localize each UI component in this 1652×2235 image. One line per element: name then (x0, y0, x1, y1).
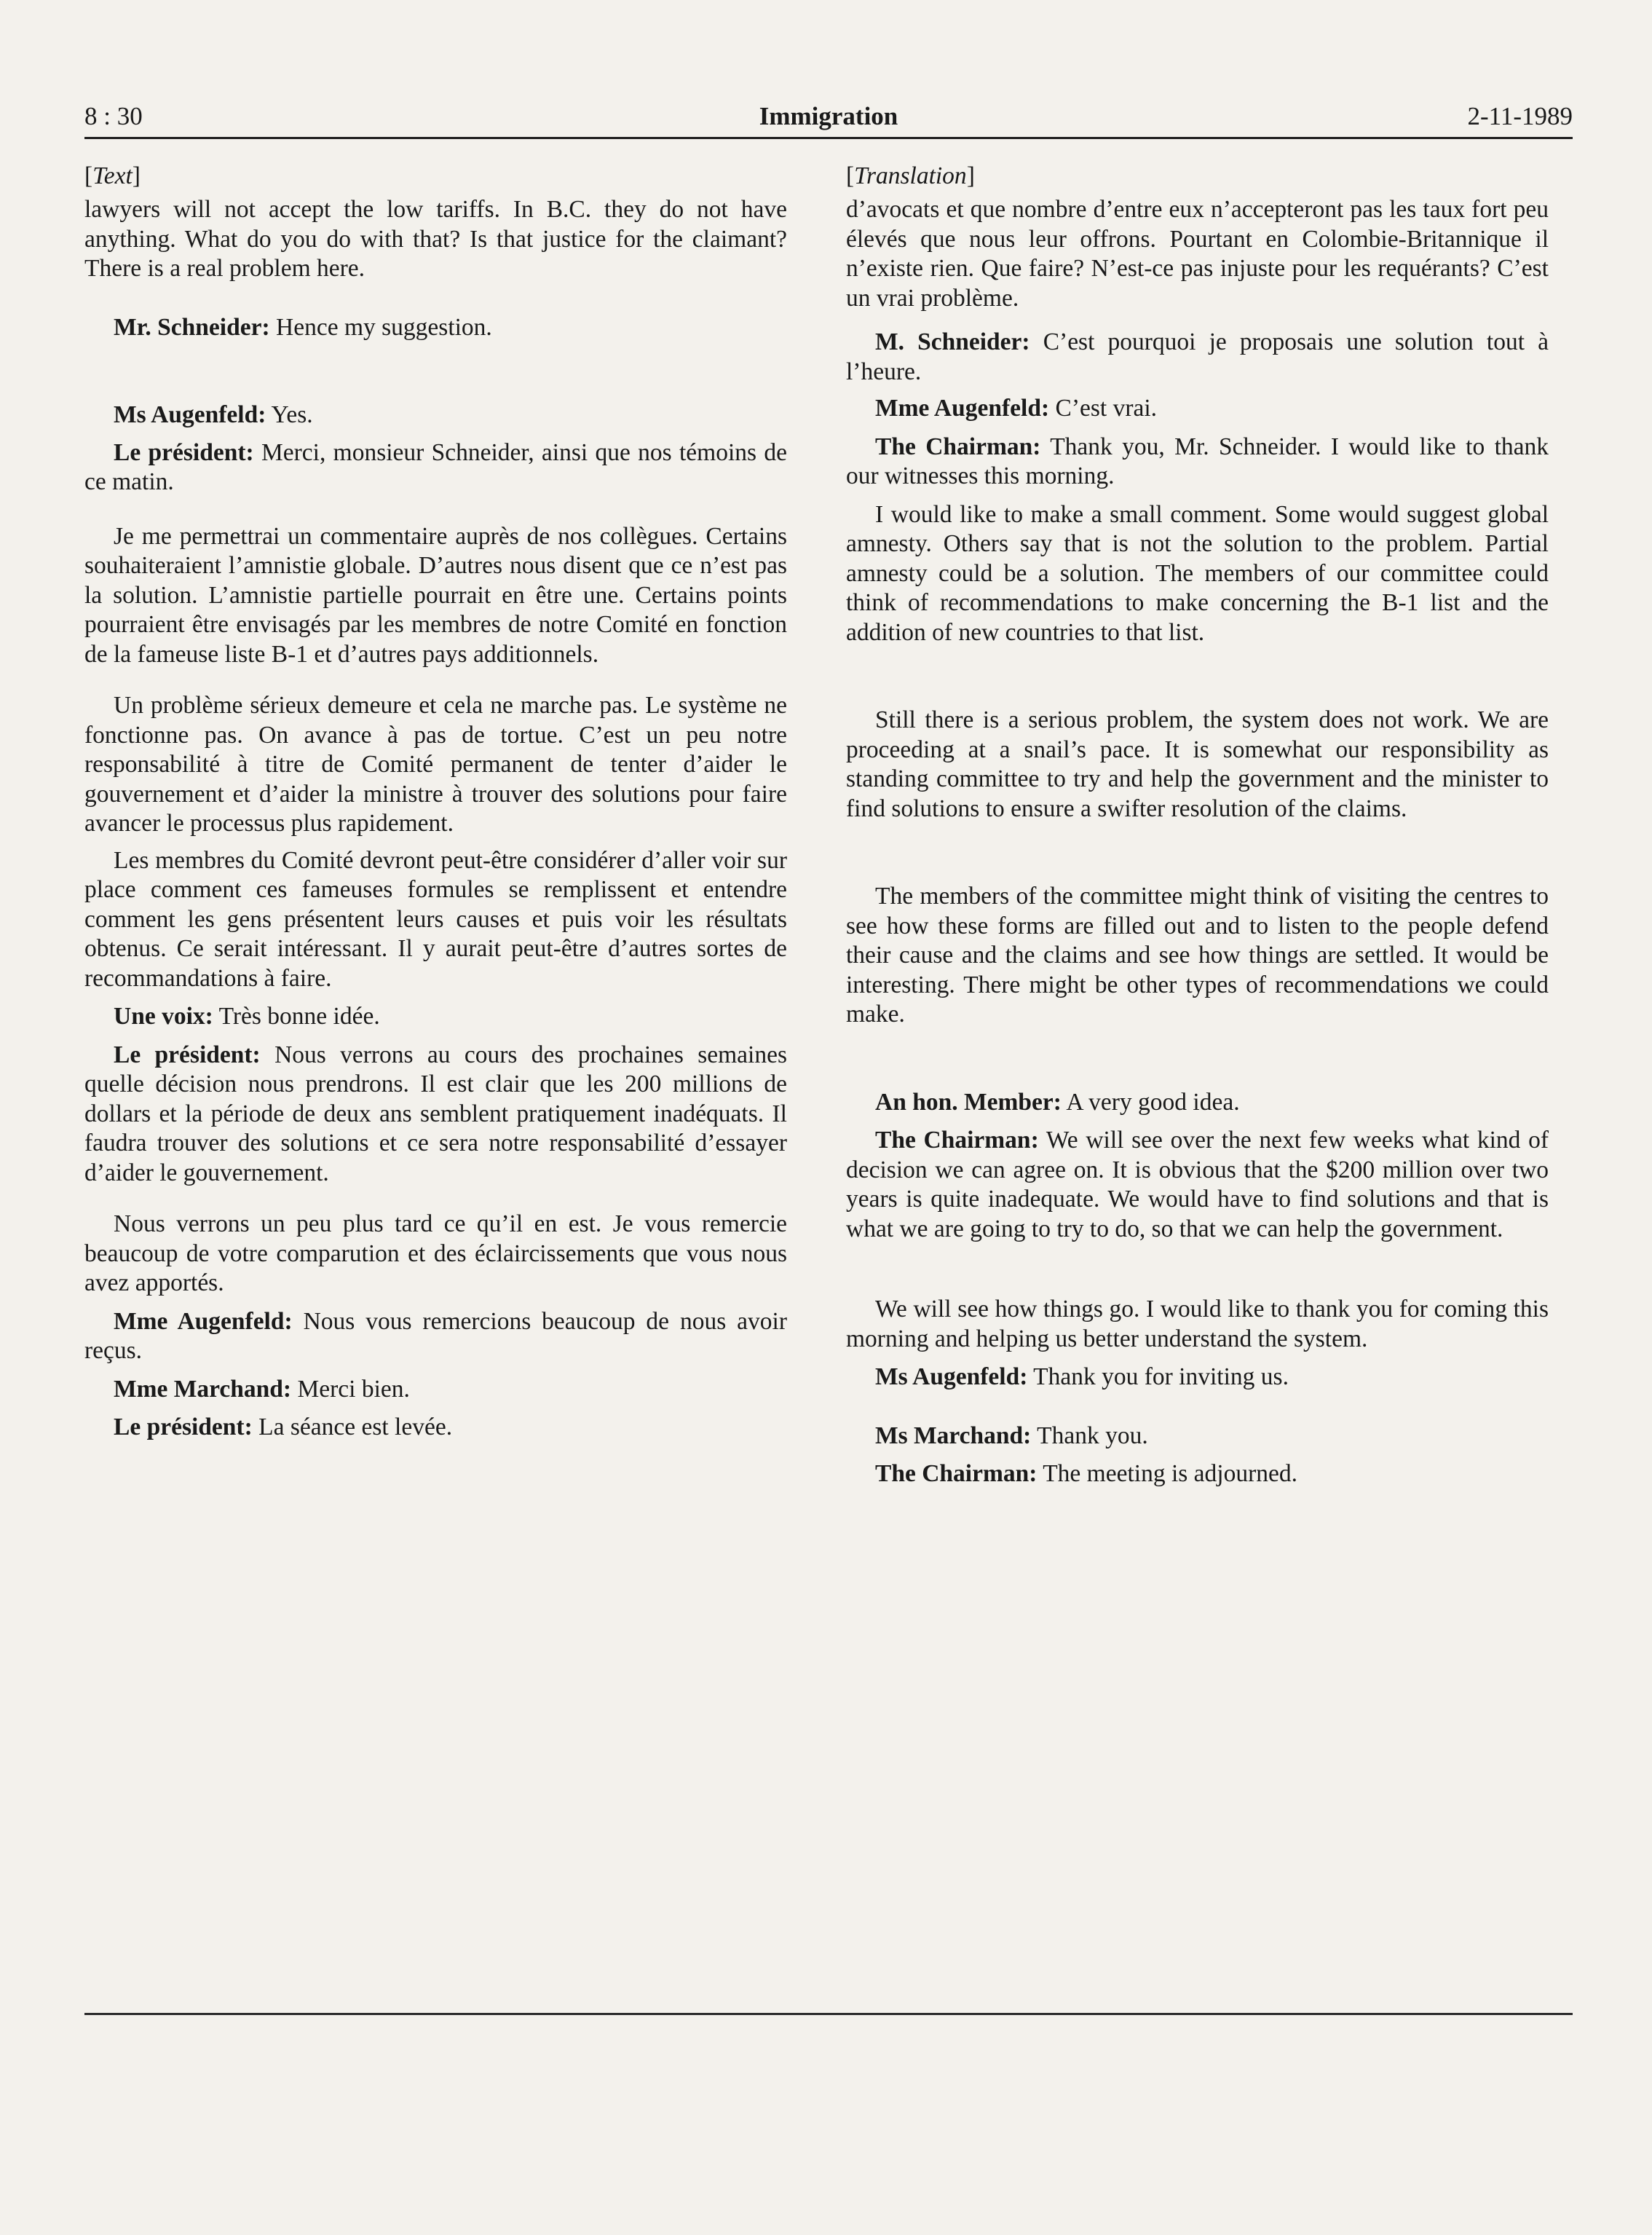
speaker-name: Mme Augenfeld: (875, 395, 1050, 422)
paragraph: Le président: Merci, monsieur Schneider, ainsi que nos témoins de ce matin. (84, 438, 787, 495)
speaker-name: M. Schneider: (875, 328, 1030, 355)
paragraph: The members of the committee might think of visiting the centres to see how these forms are filled out and to listen to the people defend their cause and the claims and see how things are settled. It would be interesting. There might be other types of recommendations we could make. (846, 883, 1549, 1028)
speaker-name: Mme Augenfeld: (114, 1307, 293, 1335)
paragraph: d’avocats et que nombre d’entre eux n’accepteront pas les taux fort peu élevés que nous leur offrons. Pourtant en Colombie-Britannique il n’existe rien. Que faire? N’est-ce pas injuste pour les requérants? C’est un vrai problème. (846, 196, 1549, 312)
paragraph: Mme Marchand: Merci bien. (114, 1375, 410, 1403)
paragraph: M. Schneider: C’est pourquoi je proposais une solution tout à l’heure. (846, 328, 1549, 385)
speaker-name: Ms Augenfeld: (875, 1363, 1028, 1390)
speaker-name: The Chairman: (875, 1460, 1038, 1487)
paragraph: Les membres du Comité devront peut-être considérer d’aller voir sur place comment ces fameuses formules se remplissent et entendre comment les gens présentent leurs causes et puis voir les résultats obtenus. Ce serait intéressant. Il y aurait peut-être d’autres sortes de recommandations à faire. (84, 846, 787, 992)
speaker-name: Ms Marchand: (875, 1422, 1032, 1449)
paragraph: Ms Augenfeld: Yes. (114, 401, 313, 428)
paragraph: Le président: La séance est levée. (114, 1414, 453, 1440)
speaker-name: Ms Augenfeld: (114, 401, 266, 428)
speaker-name: Le président: (114, 1414, 253, 1440)
paragraph: The Chairman: We will see over the next few weeks what kind of decision we can agree on. It is obvious that the $200 million over two years is quite inadequate. We would have to find solutions and that is what we are going to try to do, so that we can help the government. (846, 1127, 1549, 1242)
paragraph: Le président: Nous verrons au cours des prochaines semaines quelle décision nous prendrons. Il est clair que les 200 millions de dollars et la période de deux ans semblent pratiquement inadéquats. Il faudra trouver des solutions et ce sera notre responsabilité d’essayer d’aider le gouvernement. (84, 1041, 788, 1186)
left-column (84, 162, 787, 1443)
right-column (846, 162, 1549, 1489)
left-column-label: [Text] (84, 162, 141, 189)
page-title: Immigration (759, 102, 898, 130)
paragraph: Mme Augenfeld: Nous vous remercions beaucoup de nous avoir reçus. (84, 1307, 787, 1364)
paragraph: Ms Augenfeld: Thank you for inviting us. (875, 1363, 1289, 1390)
paragraph: Mme Augenfeld: C’est vrai. (875, 395, 1158, 422)
speaker-name: Le président: (114, 1041, 261, 1068)
right-column-label: [Translation] (846, 162, 975, 189)
header-divider (84, 137, 1573, 139)
page-header (84, 102, 1573, 138)
speaker-name: Le président: (114, 438, 254, 466)
speaker-name: Mme Marchand: (114, 1375, 292, 1403)
speaker-name: The Chairman: (875, 433, 1041, 460)
paragraph: Mr. Schneider: Hence my suggestion. (114, 313, 492, 341)
paragraph: The Chairman: The meeting is adjourned. (875, 1460, 1297, 1487)
paragraph: We will see how things go. I would like to thank you for coming this morning and helping us better understand the system. (846, 1296, 1549, 1352)
paragraph: Je me permettrai un commentaire auprès de nos collègues. Certains souhaiteraient l’amnistie globale. D’autres nous disent que ce n’est pas la solution. L’amnistie partielle pourrait en être une. Certains points pourraient être envisagés par les membres de notre Comité en fonction de la fameuse liste B-1 et d’autres pays additionnels. (84, 522, 787, 668)
paragraph: Ms Marchand: Thank you. (875, 1422, 1148, 1449)
paragraph: Still there is a serious problem, the system does not work. We are proceeding at a snail’s pace. It is somewhat our responsibility as standing committee to try and help the government and the minister to find solutions to ensure a swifter resolution of the claims. (846, 706, 1549, 822)
page-number: 8 : 30 (84, 102, 143, 130)
speaker-name: An hon. Member: (875, 1088, 1062, 1116)
paragraph: The Chairman: Thank you, Mr. Schneider. I would like to thank our witnesses this morning. (846, 433, 1549, 489)
speaker-name: Une voix: (114, 1003, 213, 1030)
paragraph: An hon. Member: A very good idea. (875, 1088, 1240, 1116)
paragraph: Nous verrons un peu plus tard ce qu’il en est. Je vous remercie beaucoup de votre comparution et des éclaircissements que vous nous avez apportés. (84, 1210, 787, 1296)
footer-divider (84, 2013, 1573, 2015)
page-date: 2-11-1989 (1467, 102, 1573, 130)
speaker-name: The Chairman: (875, 1127, 1039, 1154)
paragraph: lawyers will not accept the low tariffs. In B.C. they do not have anything. What do you do with that? Is that justice for the claimant? There is a real problem here. (84, 196, 787, 282)
paragraph: Une voix: Très bonne idée. (114, 1003, 380, 1030)
paragraph: I would like to make a small comment. Some would suggest global amnesty. Others say that is not the solution to the problem. Partial amnesty could be a solution. The members of our committee could think of recommendations to make concerning the B-1 list and the addition of new countries to that list. (846, 500, 1549, 646)
speaker-name: Mr. Schneider: (114, 313, 270, 341)
paragraph: Un problème sérieux demeure et cela ne marche pas. Le système ne fonctionne pas. On avance à pas de tortue. C’est un peu notre responsabilité à titre de Comité permanent de tenter d’aider le gouvernement et d’aider la ministre à trouver des solutions pour faire avancer le processus plus rapidement. (84, 692, 787, 837)
